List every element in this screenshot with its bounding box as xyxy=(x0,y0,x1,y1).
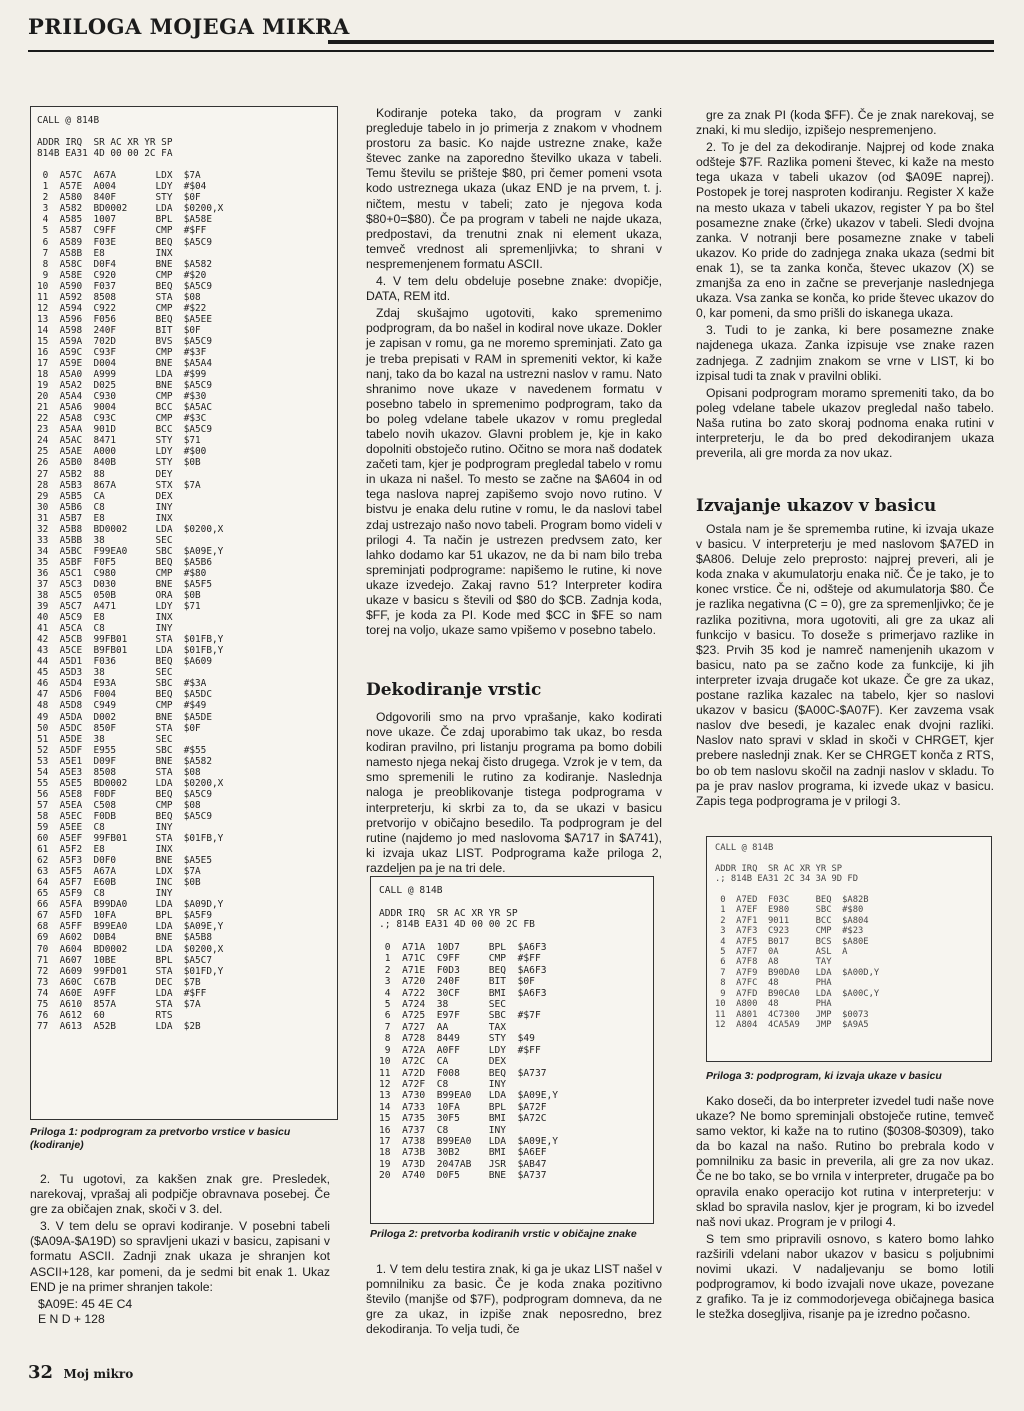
caption-listing-2: Priloga 2: pretvorba kodiranih vrstic v običajne znake xyxy=(370,1228,637,1240)
code-line: 47 A5D6 F004 BEQ $A5DC xyxy=(37,689,212,701)
code-line: 39 A5C7 A471 LDY $71 xyxy=(37,601,201,613)
code-line: 4 A7F5 B017 BCS $A80E xyxy=(715,936,869,947)
code-line xyxy=(37,159,331,170)
code-line: 7 A727 AA TAX xyxy=(379,1021,507,1033)
code-example-legend: E N D + 128 xyxy=(38,1311,105,1326)
section-heading-dekodiranje: Dekodiranje vrstic xyxy=(366,680,542,700)
code-line: 26 A5B0 840B STY $0B xyxy=(37,457,201,469)
text-column-right xyxy=(696,108,994,463)
code-line: 3 A720 240F BIT $0F xyxy=(379,976,535,988)
code-line: 42 A5CB 99FB01 STA $01FB,Y xyxy=(37,634,224,646)
code-line: 4 A722 30CF BMI $A6F3 xyxy=(379,987,547,999)
code-line: 18 A73B 30B2 BMI $A6EF xyxy=(379,1147,547,1159)
code-line: 20 A5A4 C930 CMP #$30 xyxy=(37,391,207,403)
paragraph: 2. Tu ugotovi, za kakšen znak gre. Presledek, narekovaj, vprašaj ali podpičje obravnava posebej. Če gre za običajen znak, skoči v 3. del. xyxy=(30,1172,330,1217)
text-column-right-section xyxy=(696,522,994,811)
code-line: 22 A5A8 C93C CMP #$3C xyxy=(37,413,207,425)
code-line xyxy=(37,126,331,137)
code-line: 2 A71E F0D3 BEQ $A6F3 xyxy=(379,964,547,976)
code-line: 74 A60E A9FF LDA #$FF xyxy=(37,987,207,999)
code-line: 60 A5EF 99FB01 STA $01FB,Y xyxy=(37,833,224,845)
code-line: 57 A5EA C508 CMP $08 xyxy=(37,799,201,811)
code-line: 43 A5CE B9FB01 LDA $01FB,Y xyxy=(37,645,224,657)
code-line: 20 A740 D0F5 BNE $A737 xyxy=(379,1170,547,1182)
code-line: 64 A5F7 E60B INC $0B xyxy=(37,877,201,889)
text-column-middle xyxy=(366,106,662,640)
code-line: 5 A724 38 SEC xyxy=(379,999,507,1011)
code-line: 67 A5FD 10FA BPL $A5F9 xyxy=(37,910,212,922)
code-line: 53 A5E1 D09F BNE $A582 xyxy=(37,755,212,767)
code-line: 18 A5A0 A999 LDA #$99 xyxy=(37,369,207,381)
code-line: 2 A7F1 9011 BCC $A804 xyxy=(715,915,869,926)
code-line: 36 A5C1 C980 CMP #$80 xyxy=(37,567,207,579)
code-line: 11 A801 4C7300 JMP $0073 xyxy=(715,1009,869,1020)
paragraph: 4. V tem delu obdeluje posebne znake: dvopičje, DATA, REM itd. xyxy=(366,274,662,304)
code-line: 70 A604 BD0002 LDA $0200,X xyxy=(37,943,224,955)
code-line: 11 A592 8508 STA $08 xyxy=(37,291,201,303)
paragraph: Kodiranje poteka tako, da program v zanki pregleduje tabelo in jo primerja z znakom v vhodnem prostoru za basic. Ko najde ustrezne znake, kaže števec zanke na zaporedno številko ukaza v tabeli. Temu številu se prišteje $80, pri čemer pomeni vsota kodo ustreznega ukaza (ukaz END je na prvem, t. j. ničtem, mestu v tabeli; zato je njegova koda $80+0=$80). Če pa program v tabeli ne najde ukaza, predpostavi, da trenutni znak ni element ukaza, temveč vrednost ali spremenljivka; to shrani v nespremenjenem formatu ASCII. xyxy=(366,106,662,271)
code-line: 12 A72F C8 INY xyxy=(379,1078,507,1090)
code-example: $A09E: 45 4E C4 xyxy=(38,1296,133,1311)
code-line: 8 A7FC 48 PHA xyxy=(715,978,832,989)
text-column-left xyxy=(30,1172,330,1327)
code-line: 8 A58C D0F4 BNE $A582 xyxy=(37,258,212,270)
code-line: 2 A580 840F STY $0F xyxy=(37,192,201,204)
code-line: 56 A5E8 F0DF BEQ $A5C9 xyxy=(37,788,212,800)
code-line: 38 A5C5 050B ORA $0B xyxy=(37,590,201,602)
paragraph: 2. To je del za dekodiranje. Najprej od kode znaka odšteje $7F. Razlika pomeni števec, ki kaže na mesto tega ukaza v tabeli ukazov (od $A09E naprej). Postopek je torej nasproten kodiranju. Register X kaže na mesto ukaza v tabeli ukazov, register Y pa bo štel posamezne znake (črke) ukazov v tabeli. Sledi dvojna zanka. V notranji bere posamezne znake v tabeli ukazov. Ko pride do zadnjega znaka ukaza (sedmi bit enak 1), se ta zanka konča, števec ukazov (X) se zmanjša za eno in začne se preverjanje naslednjega ukaza. Vsa zanka se konča, ko pride števec ukazov do 0, kar pomeni, da smo prišli do iskanega ukaza. xyxy=(696,140,994,321)
code-line: 62 A5F3 D0F0 BNE $A5E5 xyxy=(37,855,212,867)
code-line: 48 A5D8 C949 CMP #$49 xyxy=(37,700,207,712)
code-line: CALL @ 814B xyxy=(379,885,443,896)
code-line: 6 A589 F03E BEQ $A5C9 xyxy=(37,236,212,248)
code-line: 7 A7F9 B90DA0 LDA $A00D,Y xyxy=(715,967,880,978)
paragraph: Opisani podprogram moramo spremeniti tako, da bo poleg vdelane tabele ukazov pregledal našo tabelo. Naša rutina bo zato skoraj podnoma enaka rutini v interpreterju, le da bo pred dekodiranjem ukaza preverila, ali gre morda za nov ukaz. xyxy=(696,385,994,461)
code-line: 11 A72D F008 BEQ $A737 xyxy=(379,1067,547,1079)
code-line: 16 A59C C93F CMP #$3F xyxy=(37,346,207,358)
code-line: 75 A610 857A STA $7A xyxy=(37,998,201,1010)
code-line: 17 A59E D004 BNE $A5A4 xyxy=(37,358,212,370)
code-line: 21 A5A6 9004 BCC $A5AC xyxy=(37,402,212,414)
code-line: 65 A5F9 C8 INY xyxy=(37,888,173,900)
code-line: 52 A5DF E955 SBC #$55 xyxy=(37,744,207,756)
code-line: ADDR IRQ SR AC XR YR SP xyxy=(379,907,518,919)
code-line: 14 A598 240F BIT $0F xyxy=(37,324,201,336)
code-line: .; 814B EA31 2C 34 3A 9D FD xyxy=(715,874,858,885)
code-line: 72 A609 99FD01 STA $01FD,Y xyxy=(37,965,224,977)
text-column-middle-section xyxy=(366,710,662,878)
code-line xyxy=(715,885,983,895)
code-line: 15 A735 30F5 BMI $A72C xyxy=(379,1113,547,1125)
code-line: 30 A5B6 C8 INY xyxy=(37,501,173,513)
page-number: 32 xyxy=(28,1362,54,1383)
code-line: 15 A59A 702D BVS $A5C9 xyxy=(37,335,212,347)
code-line: 1 A7EF E980 SBC #$80 xyxy=(715,905,864,916)
code-line xyxy=(715,853,983,863)
code-line: 0 A57C A67A LDX $7A xyxy=(37,170,201,182)
section-heading-izvajanje: Izvajanje ukazov v basicu xyxy=(696,496,937,516)
code-line: .; 814B EA31 4D 00 00 2C FB xyxy=(379,919,535,931)
code-line: 7 A58B E8 INX xyxy=(37,247,173,259)
code-line: 3 A582 BD0002 LDA $0200,X xyxy=(37,203,224,215)
code-line: 77 A613 A52B LDA $2B xyxy=(37,1020,201,1032)
code-line: 35 A5BF F0F5 BEQ $A5B6 xyxy=(37,556,212,568)
code-line: 13 A730 B99EA0 LDA $A09E,Y xyxy=(379,1090,559,1102)
header-title: PRILOGA MOJEGA MIKRA xyxy=(28,14,350,39)
code-line: 9 A58E C920 CMP #$20 xyxy=(37,269,207,281)
code-line: 69 A602 D0B4 BNE $A5B8 xyxy=(37,932,212,944)
magazine-name: Moj mikro xyxy=(63,1367,134,1381)
code-line: 41 A5CA C8 INY xyxy=(37,623,173,635)
code-line: 10 A590 F037 BEQ $A5C9 xyxy=(37,280,212,292)
paragraph: Zdaj skušajmo ugotoviti, kako spremenimo podprogram, da bo našel in kodiral nove ukaze. Dokler je zapisan v romu, ga ne moremo spreminjati. Zato ga je treba prepisati v RAM in spremeniti vektor, ki kaže nanj, tako da bo kazal na ustrezni naslov v ramu. Nato shranimo nove ukaze v navedenem formatu v posebno tabelo in spremenimo podprogram, tako da bo poleg vdelane tabele ukazov v romu pregledal tabelo novih ukazov. Glavni problem je, kje in kako dopolniti obstoječo rutino. Očitno se mora naš dodatek začeti tam, kjer je podprogram pregledal tabelo v romu in ukaza ni našel. To mesto se začne na $A604 in od tega naslova naprej zapišemo svojo novo rutino. V bistvu je enaka delu rutine v romu, le da naslovi tabel zdaj ustrezajo našo novo tabeli. Program bomo videli v prilogi 4. Ta način je ustrezen predvsem zato, ker lahko dodamo kar 51 ukazov, ne da bi nam bilo treba spreminjati podprograme: napišemo le rutine, ki nove ukaze izvedejo. Zakaj ravno 51? Interpreter kodira ukaze v basicu s števili od $80 do $CB. Zadnja koda, $FF, je koda za PI. Kode med $CC in $FE so nam torej na voljo, ukaze samo vpišemo v posebno tabelo. xyxy=(366,306,662,638)
code-line: 1 A57E A004 LDY #$04 xyxy=(37,181,207,193)
code-line: 34 A5BC F99EA0 SBC $A09E,Y xyxy=(37,545,224,557)
code-line: 9 A7FD B90CA0 LDA $A00C,Y xyxy=(715,988,880,999)
code-line: CALL @ 814B xyxy=(37,115,100,126)
code-line: 33 A5BB 38 SEC xyxy=(37,534,173,546)
paragraph: Kako doseči, da bo interpreter izvedel tudi naše nove ukaze? Ne bomo spreminjali obstoječe rutine, temveč samo vektor, ki kaže na to rutino ($0308-$0309), tako da bo kazal na našo. Rutino bo prebrala kodo v pomnilniku za basic in preverila, ali gre za nov ukaz. Če ne bo tako, se bo vrnila v interpreter, drugače pa bo opravila enako operacijo kot rutina v interpreterju: v sklad bo spravila naslov, kjer je program, ki bo izvedel naš novi ukaz. Program je v prilogi 4. xyxy=(696,1094,994,1229)
code-line: 0 A7ED F03C BEQ $A82B xyxy=(715,895,869,906)
code-line: ADDR IRQ SR AC XR YR SP xyxy=(715,863,843,874)
code-line: 32 A5B8 BD0002 LDA $0200,X xyxy=(37,523,224,535)
code-line: 59 A5EE C8 INY xyxy=(37,822,173,833)
code-line: 50 A5DC 850F STA $0F xyxy=(37,722,201,734)
code-line: 55 A5E5 BD0002 LDA $0200,X xyxy=(37,777,224,789)
code-line: 40 A5C9 E8 INX xyxy=(37,612,173,624)
code-line: 10 A800 48 PHA xyxy=(715,999,832,1010)
page-header xyxy=(28,14,994,50)
code-line: ADDR IRQ SR AC XR YR SP xyxy=(37,137,173,149)
paragraph: 3. V tem delu se opravi kodiranje. V posebni tabeli ($A09A-$A19D) so spravljeni ukazi v basicu, zapisani v formatu ASCII. Zadnji znak ukaza je shranjen kot ASCII+128, kar pomeni, da je sedmi bit enak 1. Ukaz END je na primer shranjen takole: xyxy=(30,1219,330,1294)
paragraph: gre za znak PI (koda $FF). Če je znak narekovaj, se znaki, ki mu sledijo, izpišejo nespremenjeno. xyxy=(696,108,994,138)
code-line: 46 A5D4 E93A SBC #$3A xyxy=(37,678,207,690)
paragraph: 1. V tem delu testira znak, ki ga je ukaz LIST našel v pomnilniku za basic. Če je koda znaka pozitivno število (manjše od $7F), podprogram domneva, da ne gre za ukaz, in izpiše znak neposredno, brez dekodiranja. To velja tudi, če xyxy=(366,1262,662,1337)
text-column-right-bottom xyxy=(696,1094,994,1324)
code-line: 54 A5E3 8508 STA $08 xyxy=(37,766,201,778)
code-line: 16 A737 C8 INY xyxy=(379,1124,507,1136)
code-line: 61 A5F2 E8 INX xyxy=(37,844,173,856)
caption-listing-3: Priloga 3: podprogram, ki izvaja ukaze v basicu xyxy=(706,1070,942,1082)
code-line: 1 A71C C9FF CMP #$FF xyxy=(379,953,541,965)
code-line: 31 A5B7 E8 INX xyxy=(37,512,173,524)
header-rule-bottom xyxy=(28,50,994,52)
listing-box-3 xyxy=(706,836,992,1062)
code-line xyxy=(379,931,645,942)
paragraph: S tem smo pripravili osnovo, s katero bomo lahko razširili vdelani nabor ukazov v basicu s poljubnimi novimi ukazi. V nadaljevanju se bomo lotili podprogramov, ki bodo izvajali nove ukaze, povezane z grafiko. Ta je iz commodorjevega običajnega basica le stežka dosegljiva, risanje pa je izredno počasno. xyxy=(696,1231,994,1322)
code-line: 19 A5A2 D025 BNE $A5C9 xyxy=(37,380,212,392)
code-line: CALL @ 814B xyxy=(715,843,774,853)
listing-box-2 xyxy=(370,876,654,1224)
code-line: 73 A60C C67B DEC $7B xyxy=(37,976,201,988)
code-line: 58 A5EC F0DB BEQ $A5C9 xyxy=(37,810,212,822)
listing-box-1 xyxy=(30,106,338,1120)
text-column-middle-bottom xyxy=(366,1262,662,1339)
code-line: 24 A5AC 8471 STY $71 xyxy=(37,435,201,447)
paragraph: Ostala nam je še sprememba rutine, ki izvaja ukaze v basicu. V interpreterju je med naslovom $A7ED in $A806. Deluje zelo preprosto: najprej preveri, ali je koda znaka v akumulatorju enaka nič. Če je tako, je to konec vrstice. Če ni, odšteje od akumulatorja $80. Če je razlika negativna (C = 0), gre za spremenljivko; če je razlika pozitivna, mora ugotoviti, ali gre za ukaz ali funkcijo v basicu. To doseže s primerjavo razlike in $23. Prvih 35 kod je namreč namenjenih ukazom v basicu, nato pa se začno kode za funkcije, ki jih interpreter izvaja drugače kot ukaze. Če gre za ukaz, postane razlika kazalec na tabelo, kjer so naslovi ukazov v basicu ($A00C-$A07F). Ker zavzema vsak naslov dve besedi, je kazalec enak dvojni razliki. Naslov nato spravi v sklad in skoči v CHRGET, kjer prebere naslednji znak. Ker se CHRGET konča z RTS, bo ob tem naslovu skočil na zadnji naslov v skladu. To pa je prav naslov programa, ki izvede ukaz v basicu. Zapis tega podprograma je v prilogi 3. xyxy=(696,522,994,808)
code-line: 29 A5B5 CA DEX xyxy=(37,490,173,502)
code-line: 49 A5DA D002 BNE $A5DE xyxy=(37,711,212,723)
code-line: 5 A7F7 0A ASL A xyxy=(715,947,848,958)
code-line: 5 A587 C9FF CMP #$FF xyxy=(37,225,207,237)
code-line: 51 A5DE 38 SEC xyxy=(37,733,173,745)
code-line: 25 A5AE A000 LDY #$00 xyxy=(37,446,207,458)
code-line: 71 A607 10BE BPL $A5C7 xyxy=(37,954,212,966)
code-line: 6 A725 E97F SBC #$7F xyxy=(379,1010,541,1022)
code-line: 8 A728 8449 STY $49 xyxy=(379,1033,535,1045)
code-line: 76 A612 60 RTS xyxy=(37,1009,173,1021)
code-line: 28 A5B3 867A STX $7A xyxy=(37,479,201,491)
code-line: 10 A72C CA DEX xyxy=(379,1056,507,1068)
code-line: 4 A585 1007 BPL $A58E xyxy=(37,214,212,226)
code-line: 3 A7F3 C923 CMP #$23 xyxy=(715,926,864,937)
page-footer xyxy=(28,1362,133,1383)
code-line: 66 A5FA B99DA0 LDA $A09D,Y xyxy=(37,899,224,911)
code-line: 63 A5F5 A67A LDX $7A xyxy=(37,866,201,878)
code-line: 13 A596 F056 BEQ $A5EE xyxy=(37,313,212,325)
paragraph: 3. Tudi to je zanka, ki bere posamezne znake najdenega ukaza. Zanka izpisuje vse znake razen zadnjega. Z zadnjim znakom se vrne v LIST, ki bo izpisal tudi ta znak v pravilni obliki. xyxy=(696,323,994,383)
code-line: 23 A5AA 901D BCC $A5C9 xyxy=(37,424,212,436)
code-line: 68 A5FF B99EA0 LDA $A09E,Y xyxy=(37,921,224,933)
code-line: 44 A5D1 F036 BEQ $A609 xyxy=(37,656,212,668)
code-line: 19 A73D 2047AB JSR $AB47 xyxy=(379,1158,547,1170)
code-line: 45 A5D3 38 SEC xyxy=(37,667,173,679)
code-line: 37 A5C3 D030 BNE $A5F5 xyxy=(37,578,212,590)
code-line: 6 A7F8 A8 TAY xyxy=(715,957,832,968)
caption-listing-1: Priloga 1: podprogram za pretvorbo vrstice v basicu (kodiranje) xyxy=(30,1126,291,1151)
code-line: 0 A71A 10D7 BPL $A6F3 xyxy=(379,942,547,954)
code-line: 27 A5B2 88 DEY xyxy=(37,468,173,480)
header-rule xyxy=(328,40,994,44)
paragraph: Odgovorili smo na prvo vprašanje, kako kodirati nove ukaze. Če zdaj uporabimo tak ukaz, bo resda kodiran pravilno, pri listanju programa pa bomo dobili namesto njega nekaj čisto drugega. Vzrok je v tem, da smo spremenili le rutino za kodiranje. Naslednja naloga je preoblikovanje tistega podprograma v interpreterju, ki skrbi za to, da se ukazi v basicu pretvorijo v običajno besedilo. Ta podprogram je del rutine (najdemo jo med naslovoma $A717 in $A741), ki izvaja ukaz LIST. Podprograma kaže priloga 2, razdeljen pa je na tri dele. xyxy=(366,710,662,875)
code-line: 17 A738 B99EA0 LDA $A09E,Y xyxy=(379,1135,559,1147)
code-line: 814B EA31 4D 00 00 2C FA xyxy=(37,148,173,160)
code-line: 12 A804 4CA5A9 JMP $A9A5 xyxy=(715,1019,869,1030)
code-line: 12 A594 C922 CMP #$22 xyxy=(37,302,207,314)
code-line xyxy=(379,896,645,907)
code-line: 14 A733 10FA BPL $A72F xyxy=(379,1101,547,1113)
code-line: 9 A72A A0FF LDY #$FF xyxy=(379,1044,541,1056)
